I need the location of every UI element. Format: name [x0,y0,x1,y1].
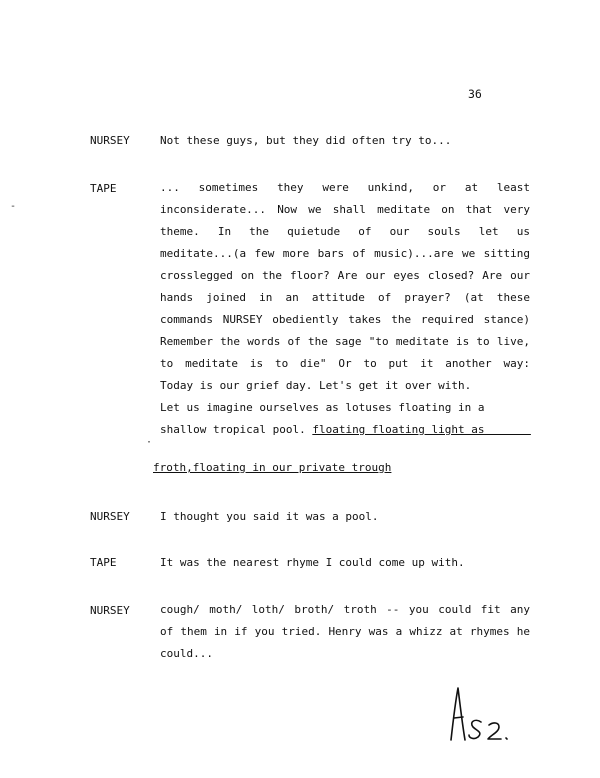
speaker-label: TAPE [90,182,117,195]
dialogue-line: of them in if you tried. Henry was a whizz at rhymes he [160,625,530,638]
dialogue-line: meditate...(a few more bars of music)...are we sitting [160,247,530,260]
dialogue-line: ... sometimes they were unkind, or at least [160,181,530,194]
dialogue-line: Remember the words of the sage "to meditate is to live, [160,335,530,348]
dialogue-line: theme. In the quietude of our souls let us [160,225,530,238]
dialogue-line: inconsiderate... Now we shall meditate on that very [160,203,530,216]
line-tick-mark: · [146,437,153,448]
dialogue-line: could... [160,647,213,660]
page-number: 36 [468,87,482,101]
dialogue-block [160,599,530,665]
dialogue-line: crosslegged on the floor? Are our eyes closed? Are our [160,269,530,282]
underline-extension [485,423,531,436]
dialogue-line: Today is our grief day. Let's get it over with. [160,379,472,392]
dialogue-line: commands NURSEY obediently takes the required stance) [160,313,530,326]
dialogue-block [160,130,530,152]
underlined-line: froth,floating in our private trough [153,461,392,474]
dialogue-line: cough/ moth/ loth/ broth/ troth -- you could fit any [160,603,530,616]
dialogue-line: It was the nearest rhyme I could come up with. [160,556,465,569]
dialogue-block [160,552,530,574]
underlined-text: floating floating light as [312,423,485,436]
speaker-label: NURSEY [90,510,130,523]
speaker-label: NURSEY [90,134,130,147]
dialogue-line: to meditate is to die" Or to put it another way: [160,357,530,370]
dialogue-text: shallow tropical pool. [160,423,306,436]
dialogue-line: hands joined in an attitude of prayer? (at these [160,291,530,304]
speaker-label: TAPE [90,556,117,569]
dialogue-line: Let us imagine ourselves as lotuses floating in a [160,401,485,414]
dialogue-line: Not these guys, but they did often try to... [160,134,452,147]
speaker-label: NURSEY [90,604,130,617]
margin-tick-mark: - [10,201,17,212]
dialogue-line [160,419,530,441]
dialogue-block [160,506,530,528]
handwritten-initials [445,682,520,744]
dialogue-line: I thought you said it was a pool. [160,510,379,523]
dialogue-block-continuation [153,457,523,479]
dialogue-block [160,177,530,441]
